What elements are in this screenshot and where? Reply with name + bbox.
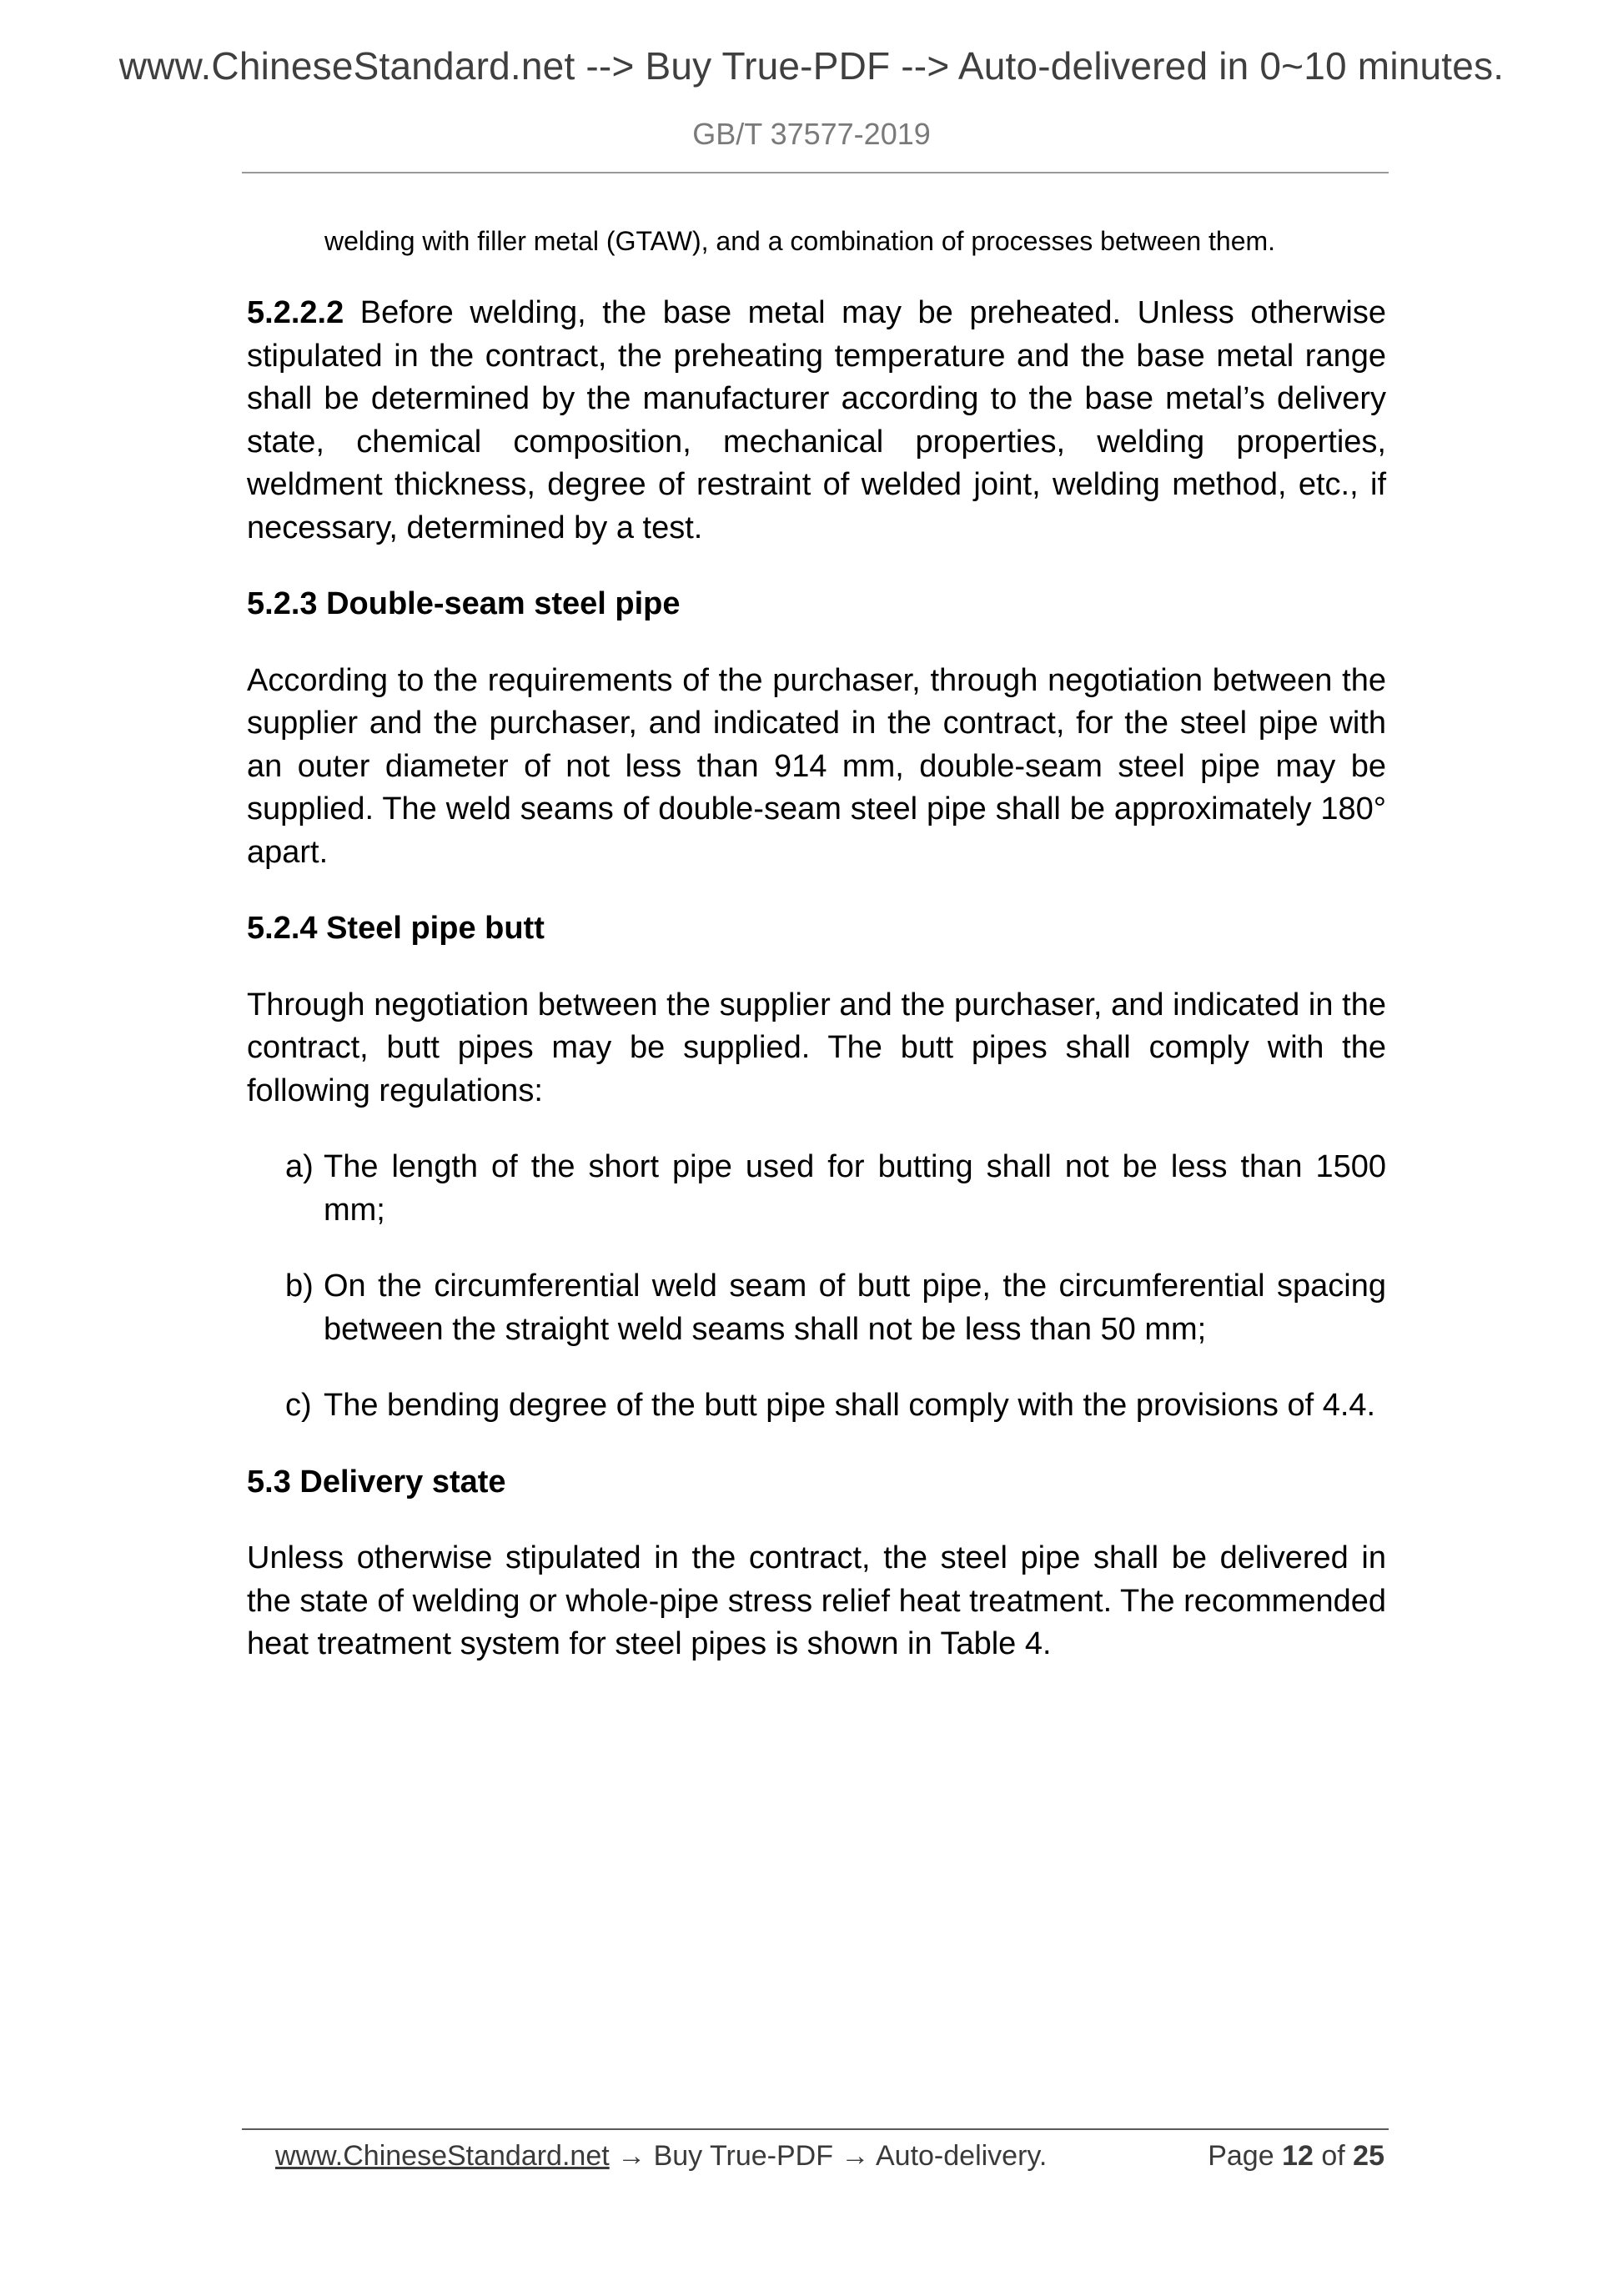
section-text-5-2-3: According to the requirements of the purchaser, through negotiation between the supplier and the purchaser, and indicated in the contract, for the steel pipe with an outer diameter of not less than 914 mm, double-seam steel pipe may be supplied. The weld seams of double-seam steel pipe shall be approximately 180° apart. [247, 662, 1386, 870]
page-number: 12 [1282, 2140, 1314, 2172]
page-body [247, 224, 1386, 1666]
list-marker: b) [285, 1269, 314, 1304]
section-heading-5-2-3: 5.2.3 Double-seam steel pipe [247, 586, 681, 621]
continuation-line: welding with filler metal (GTAW), and a combination of processes between them. [324, 226, 1276, 256]
list-item-text: The length of the short pipe used for butting shall not be less than 1500 mm; [324, 1149, 1386, 1228]
section-text-5-3: Unless otherwise stipulated in the contract, the steel pipe shall be delivered in the state of welding or whole-pipe stress relief heat treatment. The recommended heat treatment system for steel pipes is shown in Table 4. [247, 1540, 1386, 1661]
list-marker: a) [285, 1149, 314, 1184]
document-code: GB/T 37577-2019 [692, 117, 931, 151]
list-item-text: The bending degree of the butt pipe shall comply with the provisions of 4.4. [324, 1388, 1376, 1423]
top-banner: www.ChineseStandard.net --> Buy True-PDF --> Auto-delivered in 0~10 minutes. [118, 44, 1505, 88]
list-item [247, 1146, 1386, 1232]
section-text-5-2-4: Through negotiation between the supplier and the purchaser, and indicated in the contract, butt pipes may be supplied. The butt pipes shall comply with the following regulations: [247, 987, 1386, 1108]
section-heading-5-3: 5.3 Delivery state [247, 1464, 506, 1500]
footer-divider [242, 2128, 1389, 2130]
list-item [247, 1265, 1386, 1351]
footer-tagline: → Buy True-PDF → Auto-delivery. [609, 2140, 1048, 2172]
page-total: 25 [1353, 2140, 1384, 2172]
of-label: of [1321, 2140, 1345, 2172]
page-footer [275, 2140, 1384, 2173]
section-heading-5-2-4: 5.2.4 Steel pipe butt [247, 911, 545, 946]
list-marker: c) [285, 1388, 312, 1423]
header-divider [242, 172, 1389, 173]
clause-text: Before welding, the base metal may be preheated. Unless otherwise stipulated in the contract, the preheating temperature and the base metal range shall be determined by the manufacturer according to the base metal’s delivery state, chemical composition, mechanical properties, welding properties, weldment thickness, degree of restraint of welded joint, welding method, etc., if necessary, determined by a test. [247, 295, 1386, 545]
list-item-text: On the circumferential weld seam of butt pipe, the circumferential spacing between the straight weld seams shall not be less than 50 mm; [324, 1269, 1386, 1347]
list-item [247, 1384, 1386, 1428]
page-label: Page [1208, 2140, 1274, 2172]
footer-website-link[interactable]: www.ChineseStandard.net [275, 2140, 610, 2172]
page-counter [1208, 2140, 1384, 2173]
clause-number: 5.2.2.2 [247, 295, 344, 330]
clause-5-2-2-2 [247, 292, 1386, 550]
